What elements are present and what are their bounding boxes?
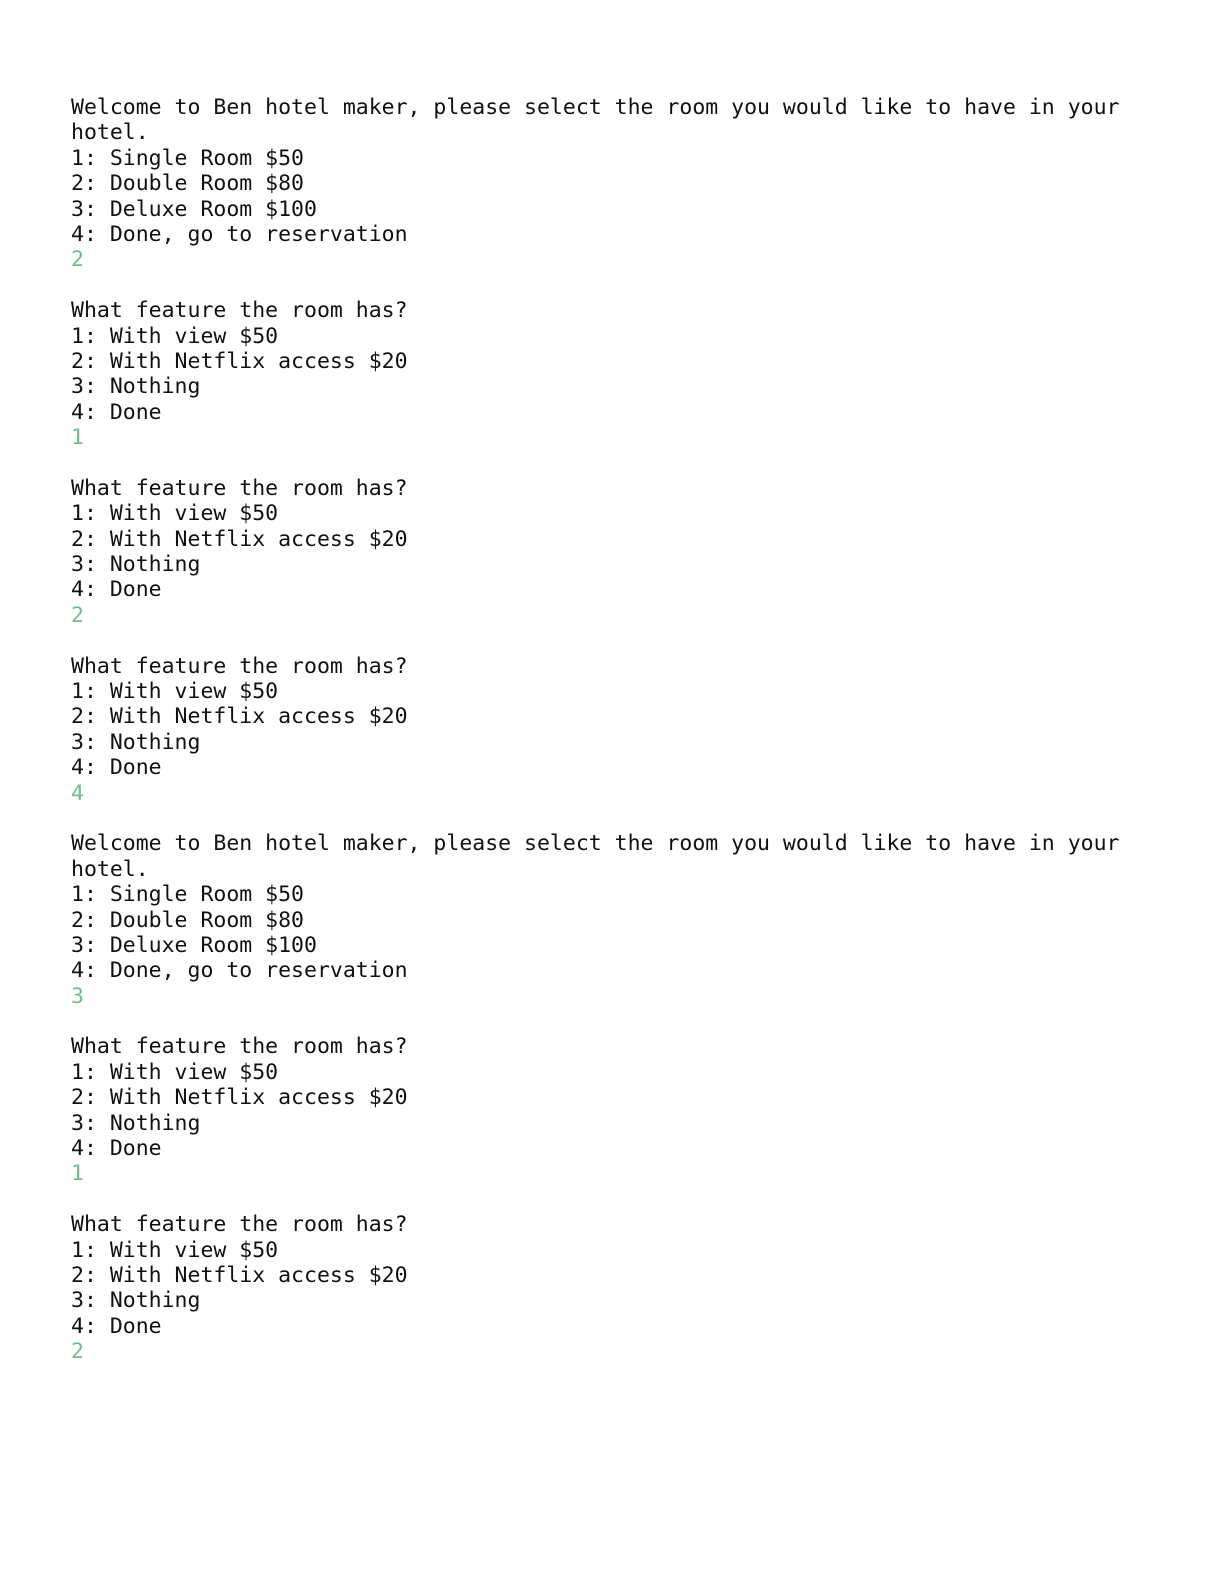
prompt-text: Welcome to Ben hotel maker, please select the room you would like to have in your — [71, 831, 1120, 857]
menu-option: 1: With view $50 — [71, 323, 279, 349]
prompt-text: What feature the room has? — [71, 1212, 408, 1238]
console-output — [71, 95, 1171, 1365]
user-input: 2 — [71, 1339, 84, 1365]
menu-option: 4: Done — [71, 1313, 162, 1339]
user-input: 3 — [71, 983, 84, 1009]
blank-line — [71, 806, 1171, 831]
menu-option: 3: Nothing — [71, 374, 201, 400]
menu-option: 2: With Netflix access $20 — [71, 526, 408, 552]
blank-line — [71, 450, 1171, 475]
console-block — [71, 476, 1171, 654]
menu-option: 4: Done — [71, 755, 162, 781]
console-block — [71, 95, 1171, 298]
user-input: 2 — [71, 247, 84, 273]
menu-option: 3: Nothing — [71, 1110, 201, 1136]
user-input: 1 — [71, 1161, 84, 1187]
menu-option: 2: Double Room $80 — [71, 907, 304, 933]
menu-option: 1: With view $50 — [71, 501, 279, 527]
console-block — [71, 654, 1171, 832]
user-input: 4 — [71, 780, 84, 806]
menu-option: 3: Nothing — [71, 729, 201, 755]
blank-line — [71, 1187, 1171, 1212]
menu-option: 4: Done — [71, 399, 162, 425]
console-block — [71, 831, 1171, 1034]
user-input: 1 — [71, 425, 84, 451]
menu-option: 1: Single Room $50 — [71, 882, 304, 908]
menu-option: 1: With view $50 — [71, 678, 279, 704]
console-block — [71, 1034, 1171, 1212]
prompt-text: What feature the room has? — [71, 1034, 408, 1060]
user-input: 2 — [71, 602, 84, 628]
menu-option: 1: With view $50 — [71, 1059, 279, 1085]
menu-option: 4: Done — [71, 1136, 162, 1162]
blank-line — [71, 273, 1171, 298]
console-block — [71, 298, 1171, 476]
menu-option: 2: Double Room $80 — [71, 171, 304, 197]
prompt-text: Welcome to Ben hotel maker, please select the room you would like to have in your — [71, 95, 1120, 120]
prompt-text: What feature the room has? — [71, 298, 408, 324]
prompt-text: hotel. — [71, 120, 149, 146]
menu-option: 4: Done, go to reservation — [71, 958, 408, 984]
menu-option: 3: Nothing — [71, 1288, 201, 1314]
menu-option: 1: Single Room $50 — [71, 145, 304, 171]
menu-option: 3: Deluxe Room $100 — [71, 932, 317, 958]
menu-option: 3: Deluxe Room $100 — [71, 196, 317, 222]
menu-option: 4: Done, go to reservation — [71, 221, 408, 247]
menu-option: 2: With Netflix access $20 — [71, 704, 408, 730]
menu-option: 4: Done — [71, 577, 162, 603]
menu-option: 2: With Netflix access $20 — [71, 1085, 408, 1111]
menu-option: 1: With view $50 — [71, 1237, 279, 1263]
blank-line — [71, 628, 1171, 653]
prompt-text: What feature the room has? — [71, 653, 408, 679]
prompt-text: hotel. — [71, 856, 149, 882]
menu-option: 2: With Netflix access $20 — [71, 1262, 408, 1288]
menu-option: 2: With Netflix access $20 — [71, 348, 408, 374]
menu-option: 3: Nothing — [71, 552, 201, 578]
blank-line — [71, 1009, 1171, 1034]
prompt-text: What feature the room has? — [71, 475, 408, 501]
console-block — [71, 1212, 1171, 1364]
